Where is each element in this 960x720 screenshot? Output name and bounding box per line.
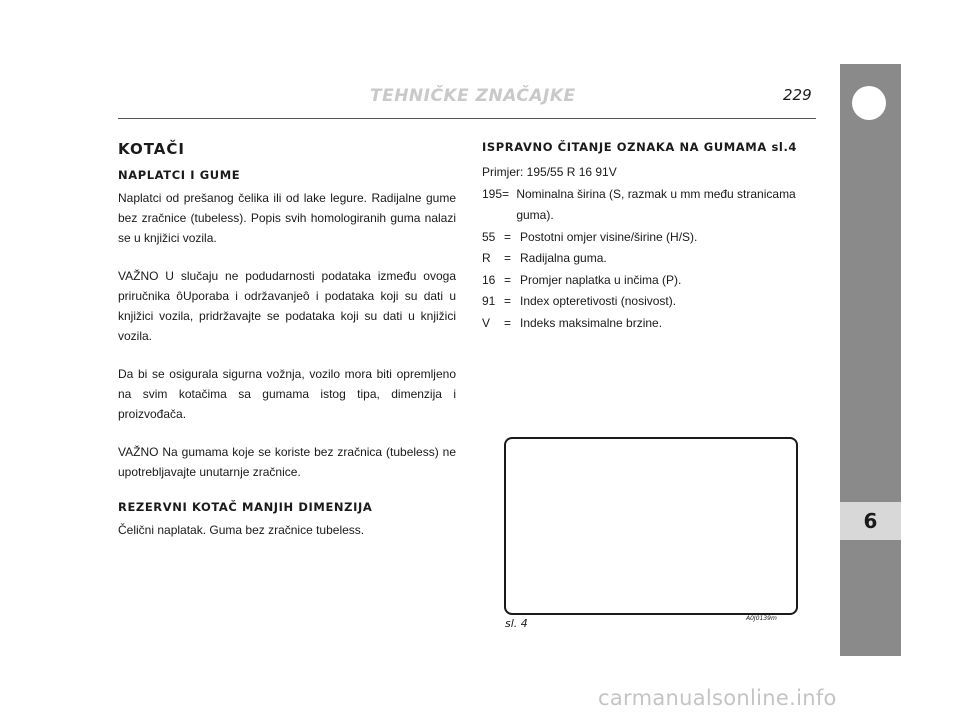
section-heading: KOTAČI xyxy=(118,140,185,158)
paragraph: Čelični naplatak. Guma bez zračnice tubeless. xyxy=(118,523,365,537)
marking-meaning: Index opteretivosti (nosivost). xyxy=(520,294,677,308)
equals-sign: = xyxy=(504,251,512,265)
marking-code: 91 xyxy=(482,294,496,308)
subheading-spare-wheel: REZERVNI KOTAČ MANJIH DIMENZIJA xyxy=(118,500,373,514)
example-text: Primjer: 195/55 R 16 91V xyxy=(482,165,617,179)
marking-code: V xyxy=(482,315,491,330)
subheading-rims-tyres: NAPLATCI I GUME xyxy=(118,168,241,182)
marking-meaning: Nominalna širina (S, razmak u mm među stranicama guma). xyxy=(516,186,796,222)
equals-sign: = xyxy=(504,272,512,287)
paragraph: Da bi se osigurala sigurna vožnja, vozilo mora biti opremljeno na svim kotačima sa gumama istog tipa, dimenzija i proizvođača. xyxy=(118,367,456,421)
marking-meaning: Radijalna guma. xyxy=(520,251,607,265)
marking-code: 55 xyxy=(482,229,496,244)
equals-sign: = xyxy=(504,294,512,308)
equals-sign: = xyxy=(504,315,512,330)
definition-row xyxy=(482,248,802,270)
paragraph: VAŽNO Na gumama koje se koriste bez zračnica (tubeless) ne upotrebljavajte unutarnje zračnice. xyxy=(118,445,456,479)
running-header-title: TEHNIČKE ZNAČAJKE xyxy=(370,86,576,106)
definition-row xyxy=(482,291,802,313)
header-divider xyxy=(118,118,816,119)
page-number: 229 xyxy=(783,86,812,104)
marking-code: R xyxy=(482,251,491,265)
tyre-marking-heading: ISPRAVNO ČITANJE OZNAKA NA GUMAMA sl.4 xyxy=(482,140,798,154)
definition-row xyxy=(482,227,802,249)
figure-code: A0J0139m xyxy=(746,615,777,622)
equals-sign: = xyxy=(502,186,510,201)
marking-meaning: Promjer naplatka u inčima (P). xyxy=(520,272,682,287)
left-column xyxy=(118,140,456,558)
definition-row xyxy=(482,270,802,292)
figure-frame xyxy=(504,437,798,615)
definition-row xyxy=(482,313,802,335)
figure-caption: sl. 4 xyxy=(505,617,528,630)
paragraph: Naplatci od prešanog čelika ili od lake legure. Radijalne gume bez zračnice (tubeless). Popis svih homologiranih guma nalazi se u knjižici vozila. xyxy=(118,191,456,245)
marking-meaning: Indeks maksimalne brzine. xyxy=(520,315,663,330)
right-column xyxy=(482,140,802,334)
definition-row xyxy=(482,184,802,227)
chapter-marker-dot xyxy=(852,86,886,120)
marking-meaning: Postotni omjer visine/širine (H/S). xyxy=(520,229,698,244)
chapter-number-tab: 6 xyxy=(840,502,901,540)
paragraph: VAŽNO U slučaju ne podudarnosti podataka između ovoga priručnika ôUporaba i održavanjeô i podataka koji su dati u knjižici vozila, pridržavajte se podataka koji su dati u knjižici vozila. xyxy=(118,269,456,343)
watermark: carmanualsonline.info xyxy=(598,686,837,710)
example-line xyxy=(482,162,802,184)
chapter-tab-bar xyxy=(840,64,901,656)
marking-code: 16 xyxy=(482,272,496,287)
marking-code: 195 xyxy=(482,186,503,201)
equals-sign: = xyxy=(504,229,512,244)
